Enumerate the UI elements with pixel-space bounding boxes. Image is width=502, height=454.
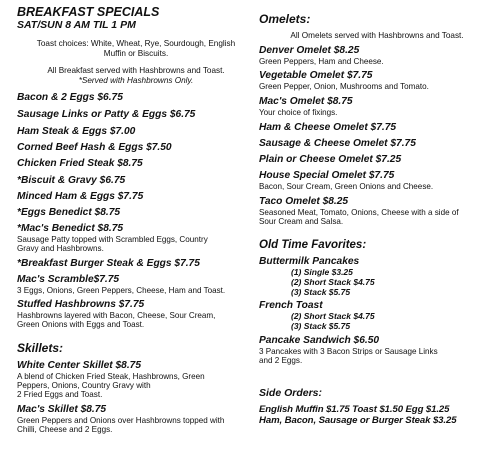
omelets-note: All Omelets served with Hashbrowns and Toast. bbox=[290, 31, 464, 40]
menu-item-desc: Your choice of fixings. bbox=[259, 108, 338, 117]
menu-item-desc: Sour Cream and Salsa. bbox=[259, 217, 344, 226]
menu-item: *Breakfast Burger Steak & Eggs $7.75 bbox=[17, 258, 200, 269]
toast-choices-line1: Toast choices: White, Wheat, Rye, Sourdough, English bbox=[36, 39, 236, 48]
menu-option: (2) Short Stack $4.75 bbox=[291, 311, 375, 321]
menu-item-desc: Hashbrowns layered with Bacon, Cheese, Sour Cream, bbox=[17, 311, 216, 320]
menu-item: Ham Steak & Eggs $7.00 bbox=[17, 126, 136, 137]
menu-item: Bacon & 2 Eggs $6.75 bbox=[17, 92, 123, 103]
menu-item: Buttermilk Pancakes bbox=[259, 256, 360, 267]
menu-item: Sausage & Cheese Omelet $7.75 bbox=[259, 138, 416, 149]
menu-item: Corned Beef Hash & Eggs $7.50 bbox=[17, 142, 172, 153]
menu-item-desc: Sausage Patty topped with Scrambled Eggs, Country bbox=[17, 235, 208, 244]
menu-item: *Eggs Benedict $8.75 bbox=[17, 207, 121, 218]
menu-item-desc: A blend of Chicken Fried Steak, Hashbrowns, Green bbox=[17, 372, 205, 381]
menu-item-desc: Green Pepper, Onion, Mushrooms and Tomato. bbox=[259, 82, 429, 91]
menu-item-desc: 3 Pancakes with 3 Bacon Strips or Sausage Links bbox=[259, 347, 438, 356]
menu-item: White Center Skillet $8.75 bbox=[17, 360, 141, 371]
menu-item: Ham & Cheese Omelet $7.75 bbox=[259, 122, 397, 133]
menu-option: (2) Short Stack $4.75 bbox=[291, 277, 375, 287]
menu-item-desc: Peppers, Onions, Country Gravy with bbox=[17, 381, 151, 390]
served-line2: *Served with Hashbrowns Only. bbox=[78, 76, 194, 85]
side-orders-title: Side Orders: bbox=[259, 387, 323, 399]
menu-item: *Biscuit & Gravy $6.75 bbox=[17, 175, 126, 186]
menu-item-desc: Bacon, Sour Cream, Green Onions and Cheese. bbox=[259, 182, 434, 191]
menu-option: (3) Stack $5.75 bbox=[291, 287, 351, 297]
menu-item: Taco Omelet $8.25 bbox=[259, 196, 349, 207]
menu-item-desc: and 2 Eggs. bbox=[259, 356, 303, 365]
menu-item: Mac's Skillet $8.75 bbox=[17, 404, 107, 415]
menu-item: Denver Omelet $8.25 bbox=[259, 45, 360, 56]
menu-item-desc: Gravy and Hashbrowns. bbox=[17, 244, 104, 253]
skillets-title: Skillets: bbox=[17, 341, 64, 355]
menu-item: Sausage Links or Patty & Eggs $6.75 bbox=[17, 109, 196, 120]
menu-item: French Toast bbox=[259, 300, 323, 311]
menu-item: House Special Omelet $7.75 bbox=[259, 170, 395, 181]
menu-item: Stuffed Hashbrowns $7.75 bbox=[17, 299, 145, 310]
old-time-title: Old Time Favorites: bbox=[259, 239, 367, 251]
breakfast-title: BREAKFAST SPECIALS bbox=[17, 5, 160, 19]
omelets-title: Omelets: bbox=[259, 12, 311, 26]
menu-item: *Mac's Benedict $8.75 bbox=[17, 223, 124, 234]
toast-choices-line2: Muffin or Biscuits. bbox=[103, 49, 169, 58]
menu-item-desc: Green Peppers, Ham and Cheese. bbox=[259, 57, 384, 66]
menu-item: Plain or Cheese Omelet $7.25 bbox=[259, 154, 402, 165]
side-orders-line1: English Muffin $1.75 Toast $1.50 Egg $1.25 bbox=[259, 404, 450, 415]
menu-item: Vegetable Omelet $7.75 bbox=[259, 70, 373, 81]
menu-item: Mac's Omelet $8.75 bbox=[259, 96, 353, 107]
menu-item-desc: Seasoned Meat, Tomato, Onions, Cheese with a side of bbox=[259, 208, 459, 217]
menu-option: (3) Stack $5.75 bbox=[291, 321, 351, 331]
menu-item-desc: Chilli, Cheese and 2 Eggs. bbox=[17, 425, 113, 434]
menu-item-desc: 2 Fried Eggs and Toast. bbox=[17, 390, 103, 399]
menu-item: Mac's Scramble$7.75 bbox=[17, 274, 120, 285]
menu-item-desc: Green Peppers and Onions over Hashbrowns topped with bbox=[17, 416, 225, 425]
breakfast-hours: SAT/SUN 8 AM TIL 1 PM bbox=[17, 19, 136, 31]
menu-item: Chicken Fried Steak $8.75 bbox=[17, 158, 143, 169]
served-line1: All Breakfast served with Hashbrowns and Toast. bbox=[47, 66, 225, 75]
menu-item-desc: 3 Eggs, Onions, Green Peppers, Cheese, Ham and Toast. bbox=[17, 286, 226, 295]
side-orders-line2: Ham, Bacon, Sausage or Burger Steak $3.25 bbox=[259, 415, 457, 426]
menu-item-desc: Green Onions with Eggs and Toast. bbox=[17, 320, 145, 329]
menu-item: Pancake Sandwich $6.50 bbox=[259, 335, 380, 346]
menu-item: Minced Ham & Eggs $7.75 bbox=[17, 191, 144, 202]
menu-option: (1) Single $3.25 bbox=[291, 267, 353, 277]
